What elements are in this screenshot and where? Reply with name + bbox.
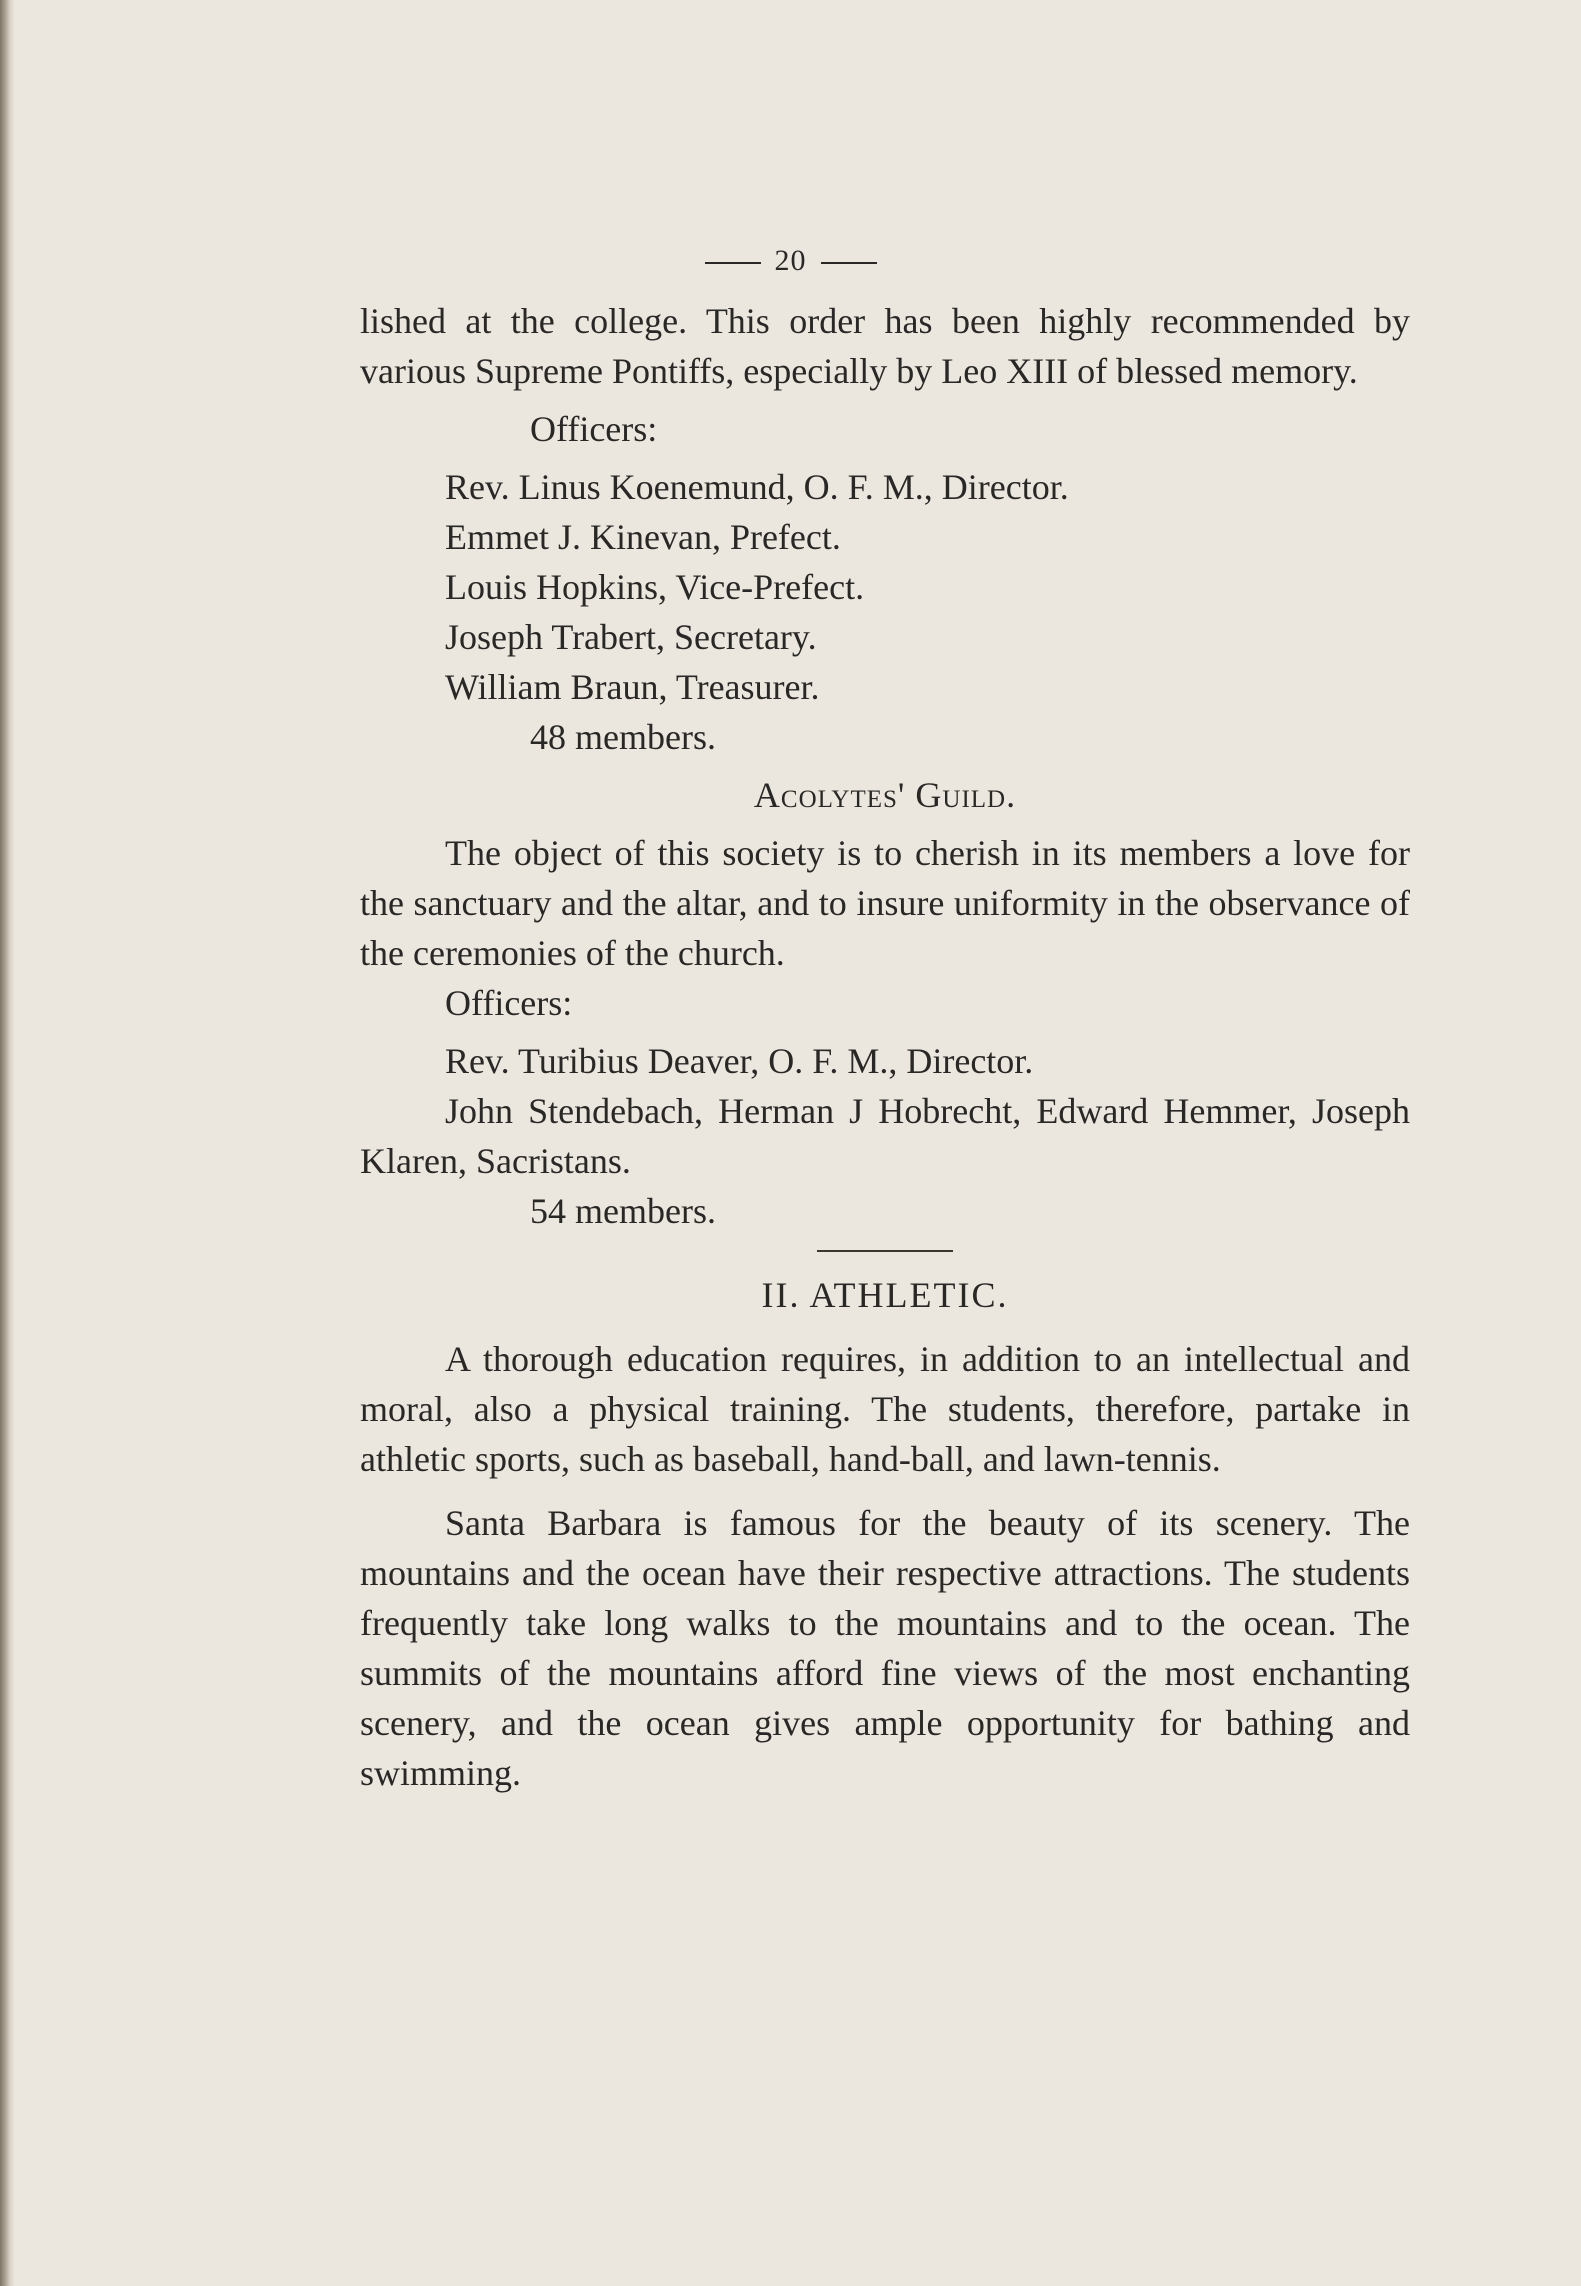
athletic-section-heading: II. ATHLETIC.: [761, 1275, 1009, 1315]
guild-sacristans: John Stendebach, Herman J Hobrecht, Edward Hemmer, Joseph Klaren, Sacristans.: [360, 1091, 1410, 1181]
page-number: 20: [774, 244, 807, 277]
acolytes-guild-title: Acolytes' Guild.: [753, 775, 1017, 815]
officers-label-sodality: Officers:: [530, 409, 658, 449]
acolytes-guild-paragraph: The object of this society is to cherish in its members a love for the sanctuary and the altar, and to insure uniformity in the observance of the ceremonies of the church.: [360, 833, 1410, 973]
page-number-dash-right: [821, 262, 877, 264]
officer-director: Rev. Linus Koenemund, O. F. M., Director.: [445, 467, 1069, 507]
book-spine-edge: [0, 0, 14, 2286]
officer-treasurer: William Braun, Treasurer.: [445, 667, 820, 707]
officer-secretary: Joseph Trabert, Secretary.: [445, 617, 817, 657]
members-count-sodality: 48 members.: [530, 717, 716, 757]
officers-list-sodality: [360, 462, 1410, 712]
page-number-dash-left: [705, 262, 761, 264]
section-divider-rule: [817, 1250, 953, 1252]
page-number-header: [0, 244, 1581, 278]
scenery-paragraph: Santa Barbara is famous for the beauty of its scenery. The mountains and the ocean have their respective attractions. The students frequently take long walks to the mountains and to the ocean. The summits of the mountains afford fine views of the most enchanting scenery, and the ocean gives ample opportunity for bathing and swimming.: [360, 1503, 1410, 1793]
page-body-text: [360, 296, 1410, 1798]
officer-vice-prefect: Louis Hopkins, Vice-Prefect.: [445, 567, 865, 607]
guild-director: Rev. Turibius Deaver, O. F. M., Director.: [445, 1041, 1034, 1081]
officer-prefect: Emmet J. Kinevan, Prefect.: [445, 517, 841, 557]
members-count-guild: 54 members.: [530, 1191, 716, 1231]
intro-paragraph: lished at the college. This order has been highly recommended by various Supreme Pontiffs, especially by Leo XIII of blessed memory.: [360, 301, 1410, 391]
officers-label-guild: Officers:: [445, 983, 573, 1023]
athletic-paragraph: A thorough education requires, in addition to an intellectual and moral, also a physical training. The students, therefore, partake in athletic sports, such as baseball, hand-ball, and lawn-tennis.: [360, 1339, 1410, 1479]
